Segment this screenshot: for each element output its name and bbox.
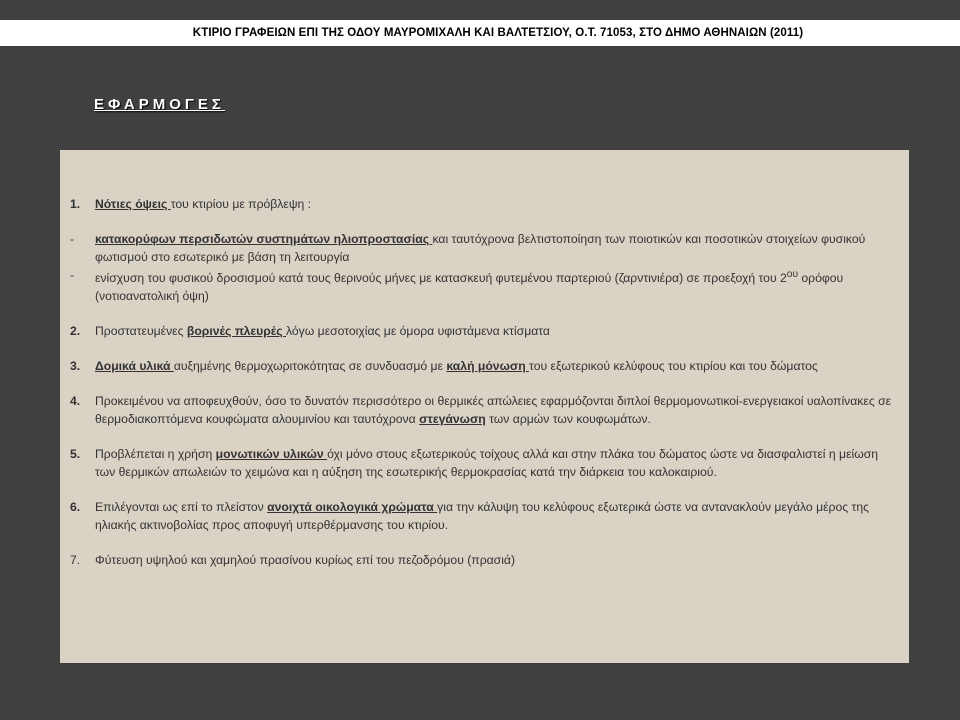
bullet-dash: - [70,268,75,282]
list-item-4 [70,392,900,428]
item-number: 3. [70,359,81,374]
list-item-1 [70,195,900,213]
highlight-text: Δομικά υλικά [95,359,174,374]
applications-list [70,195,900,569]
item-text-part: Επιλέγονται ως επί το πλείστον [95,500,268,515]
highlight-text: στεγάνωση [419,412,486,427]
superscript: ου [786,269,798,280]
item-text-part: Προκειμένου να αποφευχθούν, όσο το δυνατόν περισσότερο οι θερμικές απώλειες εφαρμόζονται διπλοί θερμομονωτικοί-ενεργειακοί υαλοπίνακες σε θερμοδιακοπτόμενα κουφώματα αλουμινίου και ταυτόχρονα [95,394,892,427]
highlight-text: καλή μόνωση [446,359,530,374]
item-text [95,445,900,481]
list-item-7 [70,551,900,569]
item-text [95,266,900,305]
list-item-3 [70,357,900,375]
item-text-part: ορόφου (νοτιοανατολική όψη) [95,271,844,304]
highlight-text: μονωτικών υλικών [215,447,328,462]
item-text [95,357,900,375]
section-title: ΕΦΑΡΜΟΓΕΣ [94,96,225,113]
list-item-2 [70,322,900,340]
item-text-part: για την κάλυψη του κελύφους εξωτερικά ώστε να αντανακλούν μεγάλο μέρος της ηλιακής ακτινοβολίας προς αποφυγή υπερθέρμανσης του κτιρίου. [95,500,869,533]
item-number: 5. [70,447,81,462]
item-number: 7. [70,553,81,568]
list-bullet-2 [70,266,900,305]
list-item-6 [70,498,900,534]
item-text-part: του κτιρίου με πρόβλεψη : [170,197,312,211]
highlight-text: βορινές πλευρές [186,324,286,339]
item-text [95,322,900,340]
item-text [95,392,900,428]
item-text-part: όχι μόνο στους εξωτερικούς τοίχους αλλά και στην πλάκα του δώματος ώστε να διασφαλιστεί η μείωση των θερμικών απωλειών το χειμώνα και η αύξηση της εσωτερικής θερμοκρασίας κατά την διάρκεια του καλοκαιριού. [95,447,879,480]
item-number: 2. [70,324,81,339]
item-text-part: του εξωτερικού κελύφους του κτιρίου και του δώματος [529,359,818,374]
list-item-5 [70,445,900,481]
item-number: 6. [70,500,81,515]
item-text-part: αυξημένης θερμοχωριτοκότητας σε συνδυασμό με [173,359,447,374]
highlight-text: Νότιες όψεις [95,197,171,211]
list-bullet-1 [70,230,900,266]
header-bar [0,20,960,46]
document-title: ΚΤΙΡΙΟ ΓΡΑΦΕΙΩΝ ΕΠΙ ΤΗΣ ΟΔΟΥ ΜΑΥΡΟΜΙΧΑΛΗ ΚΑΙ ΒΑΛΤΕΤΣΙΟΥ, Ο.Τ. 71053, ΣΤΟ ΔΗΜΟ ΑΘΗΝΑΙΩΝ (2011) [192,27,804,39]
item-text [95,195,900,213]
item-text-part: λόγω μεσοτοιχίας με όμορα υφιστάμενα κτίσματα [286,324,550,339]
highlight-text: ανοιχτά οικολογικά χρώματα [267,500,438,515]
item-number: 1. [70,197,81,211]
item-text-part: Προβλέπεται η χρήση [95,447,216,462]
item-number: 4. [70,394,81,409]
bullet-dash: - [70,232,75,246]
item-text-part: Προστατευμένες [95,324,187,339]
item-text-part: ενίσχυση του φυσικού δροσισμού κατά τους θερινούς μήνες με κατασκευή φυτεμένου παρτεριού (ζαρντινιέρα) σε προεξοχή του 2 [95,271,787,286]
item-text-part: και ταυτόχρονα βελτιστοποίηση των ποιοτικών και ποσοτικών στοιχείων φυσικού φωτισμού στο εσωτερικό με βάση τη λειτουργία [95,232,866,264]
item-text: Φύτευση υψηλού και χαμηλού πρασίνου κυρίως επί του πεζοδρόμου (πρασιά) [95,553,516,568]
highlight-text: κατακορύφων περσιδωτών συστημάτων ηλιοπροστασίας [95,232,433,246]
item-text [95,230,900,266]
item-text [95,498,900,534]
item-text-part: των αρμών των κουφωμάτων. [485,412,651,427]
